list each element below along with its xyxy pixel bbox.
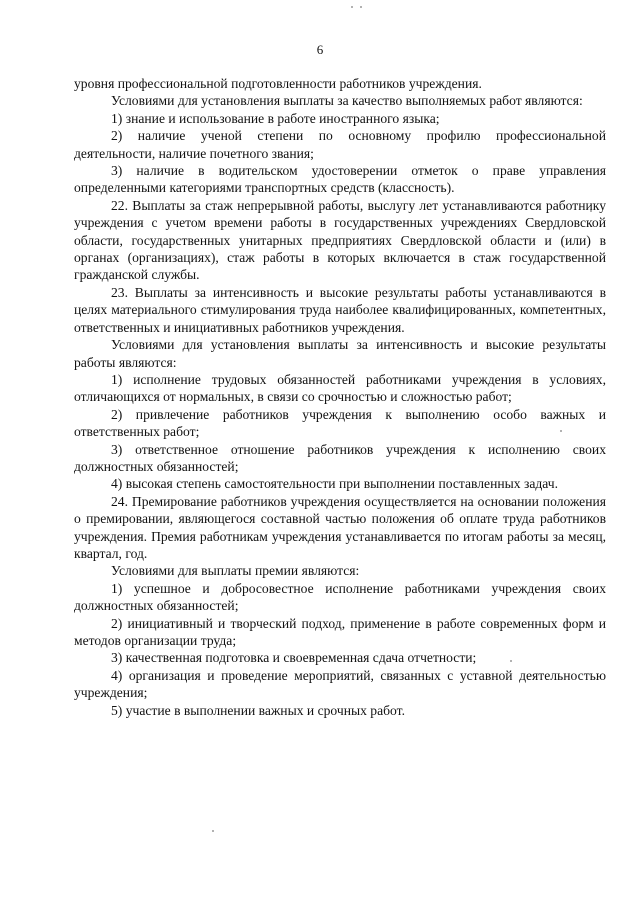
list-item: 2) привлечение работников учреждения к выполнению особо важных и ответственных работ;: [74, 406, 606, 440]
document-text: [74, 75, 606, 719]
list-item: 4) высокая степень самостоятельности при выполнении поставленных задач.: [111, 476, 559, 492]
list-item: 2) наличие ученой степени по основному профилю профессиональной деятельности, наличие почетного звания;: [74, 128, 606, 161]
list-item: 3) качественная подготовка и своевременная сдача отчетности;: [111, 650, 477, 666]
list-item: 3) ответственное отношение работников учреждения к исполнению своих должностных обязанностей;: [74, 441, 606, 474]
list-item: 5) участие в выполнении важных и срочных работ.: [111, 702, 405, 718]
paragraph: уровня профессиональной подготовленности работников учреждения.: [74, 76, 482, 91]
paragraph: Условиями для выплаты премии являются:: [111, 563, 360, 579]
clause-23: 23. Выплаты за интенсивность и высокие результаты работы устанавливаются в целях материального стимулирования труда наиболее квалифицированных, компетентных, ответственных и инициативных работников учреждения.: [74, 284, 606, 335]
list-item: 2) инициативный и творческий подход, применение в работе современных форм и методов организации труда;: [74, 615, 606, 648]
list-item: 1) знание и использование в работе иностранного языка;: [111, 110, 440, 126]
paragraph: Условиями для установления выплаты за качество выполняемых работ являются:: [111, 93, 583, 109]
scan-speck: [351, 6, 353, 8]
list-item: 4) организация и проведение мероприятий, связанных с уставной деятельностью учреждения;: [74, 667, 606, 701]
page-number: 6: [316, 42, 324, 57]
clause-22: 22. Выплаты за стаж непрерывной работы, выслугу лет устанавливаются работнику учреждения с учетом времени работы в государственных учреждениях Свердловской области, государственных унитарных предприятиях Свердловской области и (или) в органах (организациях), стаж работы в которых включается в стаж государственной гражданской службы.: [74, 197, 606, 283]
paragraph: Условиями для установления выплаты за интенсивность и высокие результаты работы являются:: [74, 337, 606, 370]
list-item: 1) успешное и добросовестное исполнение работниками учреждения своих должностных обязанностей;: [74, 580, 606, 614]
scan-speck: [360, 6, 362, 8]
list-item: 1) исполнение трудовых обязанностей работниками учреждения в условиях, отличающихся от нормальных, в связи со срочностью и сложностью работ;: [74, 371, 606, 405]
list-item: 3) наличие в водительском удостоверении отметок о праве управления определенными категориями транспортных средств (классность).: [74, 163, 606, 196]
scan-speck: [212, 830, 214, 832]
clause-24: 24. Премирование работников учреждения осуществляется на основании положения о премировании, являющегося составной частью положения об оплате труда работников учреждения. Премия работникам учреждения устанавливается по итогам работы за месяц, квартал, год.: [74, 493, 606, 561]
